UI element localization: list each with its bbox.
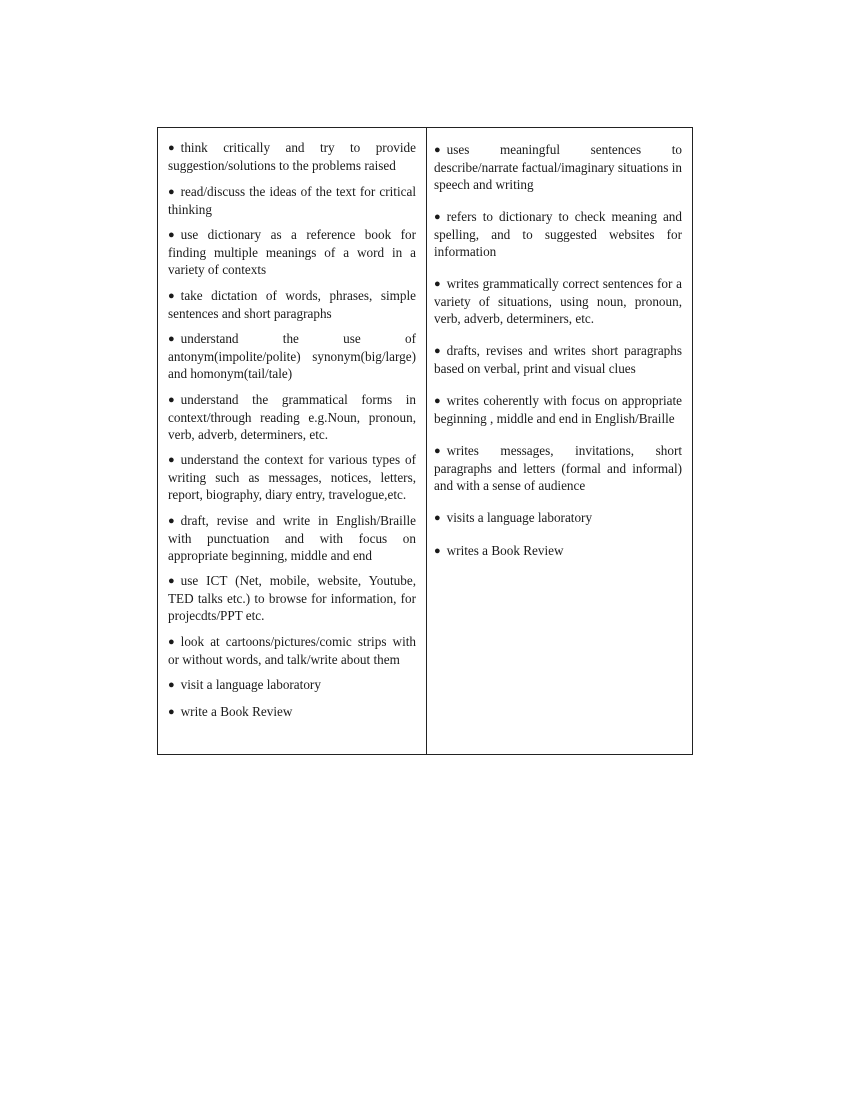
right-item	[434, 542, 682, 560]
left-item	[168, 512, 416, 564]
bullet-icon: ●	[168, 514, 175, 527]
bullet-icon: ●	[434, 445, 441, 457]
left-item-text: take dictation of words, phrases, simple sentences and short paragraphs	[168, 287, 416, 321]
bullet-icon: ●	[434, 211, 441, 223]
right-item-text: writes a Book Review	[446, 543, 564, 558]
left-item-text: look at cartoons/pictures/comic strips with or without words, and talk/write about them	[168, 633, 416, 667]
bullet-icon: ●	[434, 345, 441, 357]
bullet-icon: ●	[168, 575, 175, 587]
left-item	[168, 703, 416, 721]
bullet-icon: ●	[168, 333, 175, 345]
bullet-icon: ●	[168, 454, 175, 466]
right-item-text: visits a language laboratory	[446, 510, 593, 525]
left-item-text: understand the grammatical forms in context/through reading e.g.Noun, pronoun, verb, adverb, determiners, etc.	[168, 391, 416, 442]
bullet-icon: ●	[168, 229, 175, 241]
left-item	[168, 287, 416, 322]
bullet-icon: ●	[168, 142, 175, 154]
bullet-icon: ●	[168, 289, 175, 302]
left-item	[168, 139, 416, 174]
left-item	[168, 451, 416, 503]
right-item	[434, 442, 682, 494]
left-item-text: think critically and try to provide suggestion/solutions to the problems raised	[168, 140, 416, 173]
right-item	[434, 208, 682, 260]
right-item-text: refers to dictionary to check meaning and spelling, and to suggested websites for information	[434, 209, 682, 259]
right-item-text: writes grammatically correct sentences for a variety of situations, using noun, pronoun, verb, adverb, determiners, etc.	[434, 276, 682, 326]
right-item-text: uses meaningful sentences to describe/narrate factual/imaginary situations in speech and writing	[434, 142, 682, 192]
left-item	[168, 330, 416, 382]
left-item	[168, 633, 416, 668]
right-item-text: drafts, revises and writes short paragraphs based on verbal, print and visual clues	[434, 343, 682, 376]
bullet-icon: ●	[434, 144, 441, 156]
bullet-icon: ●	[168, 705, 175, 718]
left-column	[158, 128, 427, 754]
right-item	[434, 275, 682, 327]
outcomes-table	[157, 127, 693, 755]
bullet-icon: ●	[168, 635, 175, 648]
left-item	[168, 226, 416, 278]
right-item	[434, 392, 682, 427]
right-column	[427, 128, 692, 754]
right-item-text: writes messages, invitations, short paragraphs and letters (formal and informal) and with a sense of audience	[434, 443, 682, 493]
right-item-text: writes coherently with focus on appropriate beginning , middle and end in English/Braille	[434, 393, 682, 426]
left-item	[168, 391, 416, 443]
left-item-text: read/discuss the ideas of the text for critical thinking	[168, 183, 416, 217]
left-item-text: use ICT (Net, mobile, website, Youtube, TED talks etc.) to browse for information, for projecdts/PPT etc.	[168, 573, 416, 623]
left-item-text: use dictionary as a reference book for finding multiple meanings of a word in a variety of contexts	[168, 227, 416, 277]
left-item-text: write a Book Review	[180, 703, 293, 719]
right-item	[434, 509, 682, 527]
left-item-text: understand the use of antonym(impolite/polite) synonym(big/large) and homonym(tail/tale)	[168, 331, 416, 381]
bullet-icon: ●	[434, 512, 441, 524]
left-item-text: draft, revise and write in English/Braille with punctuation and with focus on appropriate beginning, middle and end	[168, 512, 416, 563]
bullet-icon: ●	[434, 278, 441, 290]
bullet-icon: ●	[434, 395, 441, 407]
bullet-icon: ●	[168, 393, 175, 406]
bullet-icon: ●	[434, 545, 441, 557]
left-item	[168, 183, 416, 218]
right-item	[434, 141, 682, 193]
left-item-text: visit a language laboratory	[180, 677, 321, 692]
right-item	[434, 342, 682, 377]
left-item-text: understand the context for various types of writing such as messages, notices, letters, report, biography, diary entry, travelogue,etc.	[168, 452, 416, 502]
bullet-icon: ●	[168, 185, 175, 198]
left-item	[168, 572, 416, 624]
bullet-icon: ●	[168, 679, 175, 691]
left-item	[168, 676, 416, 694]
